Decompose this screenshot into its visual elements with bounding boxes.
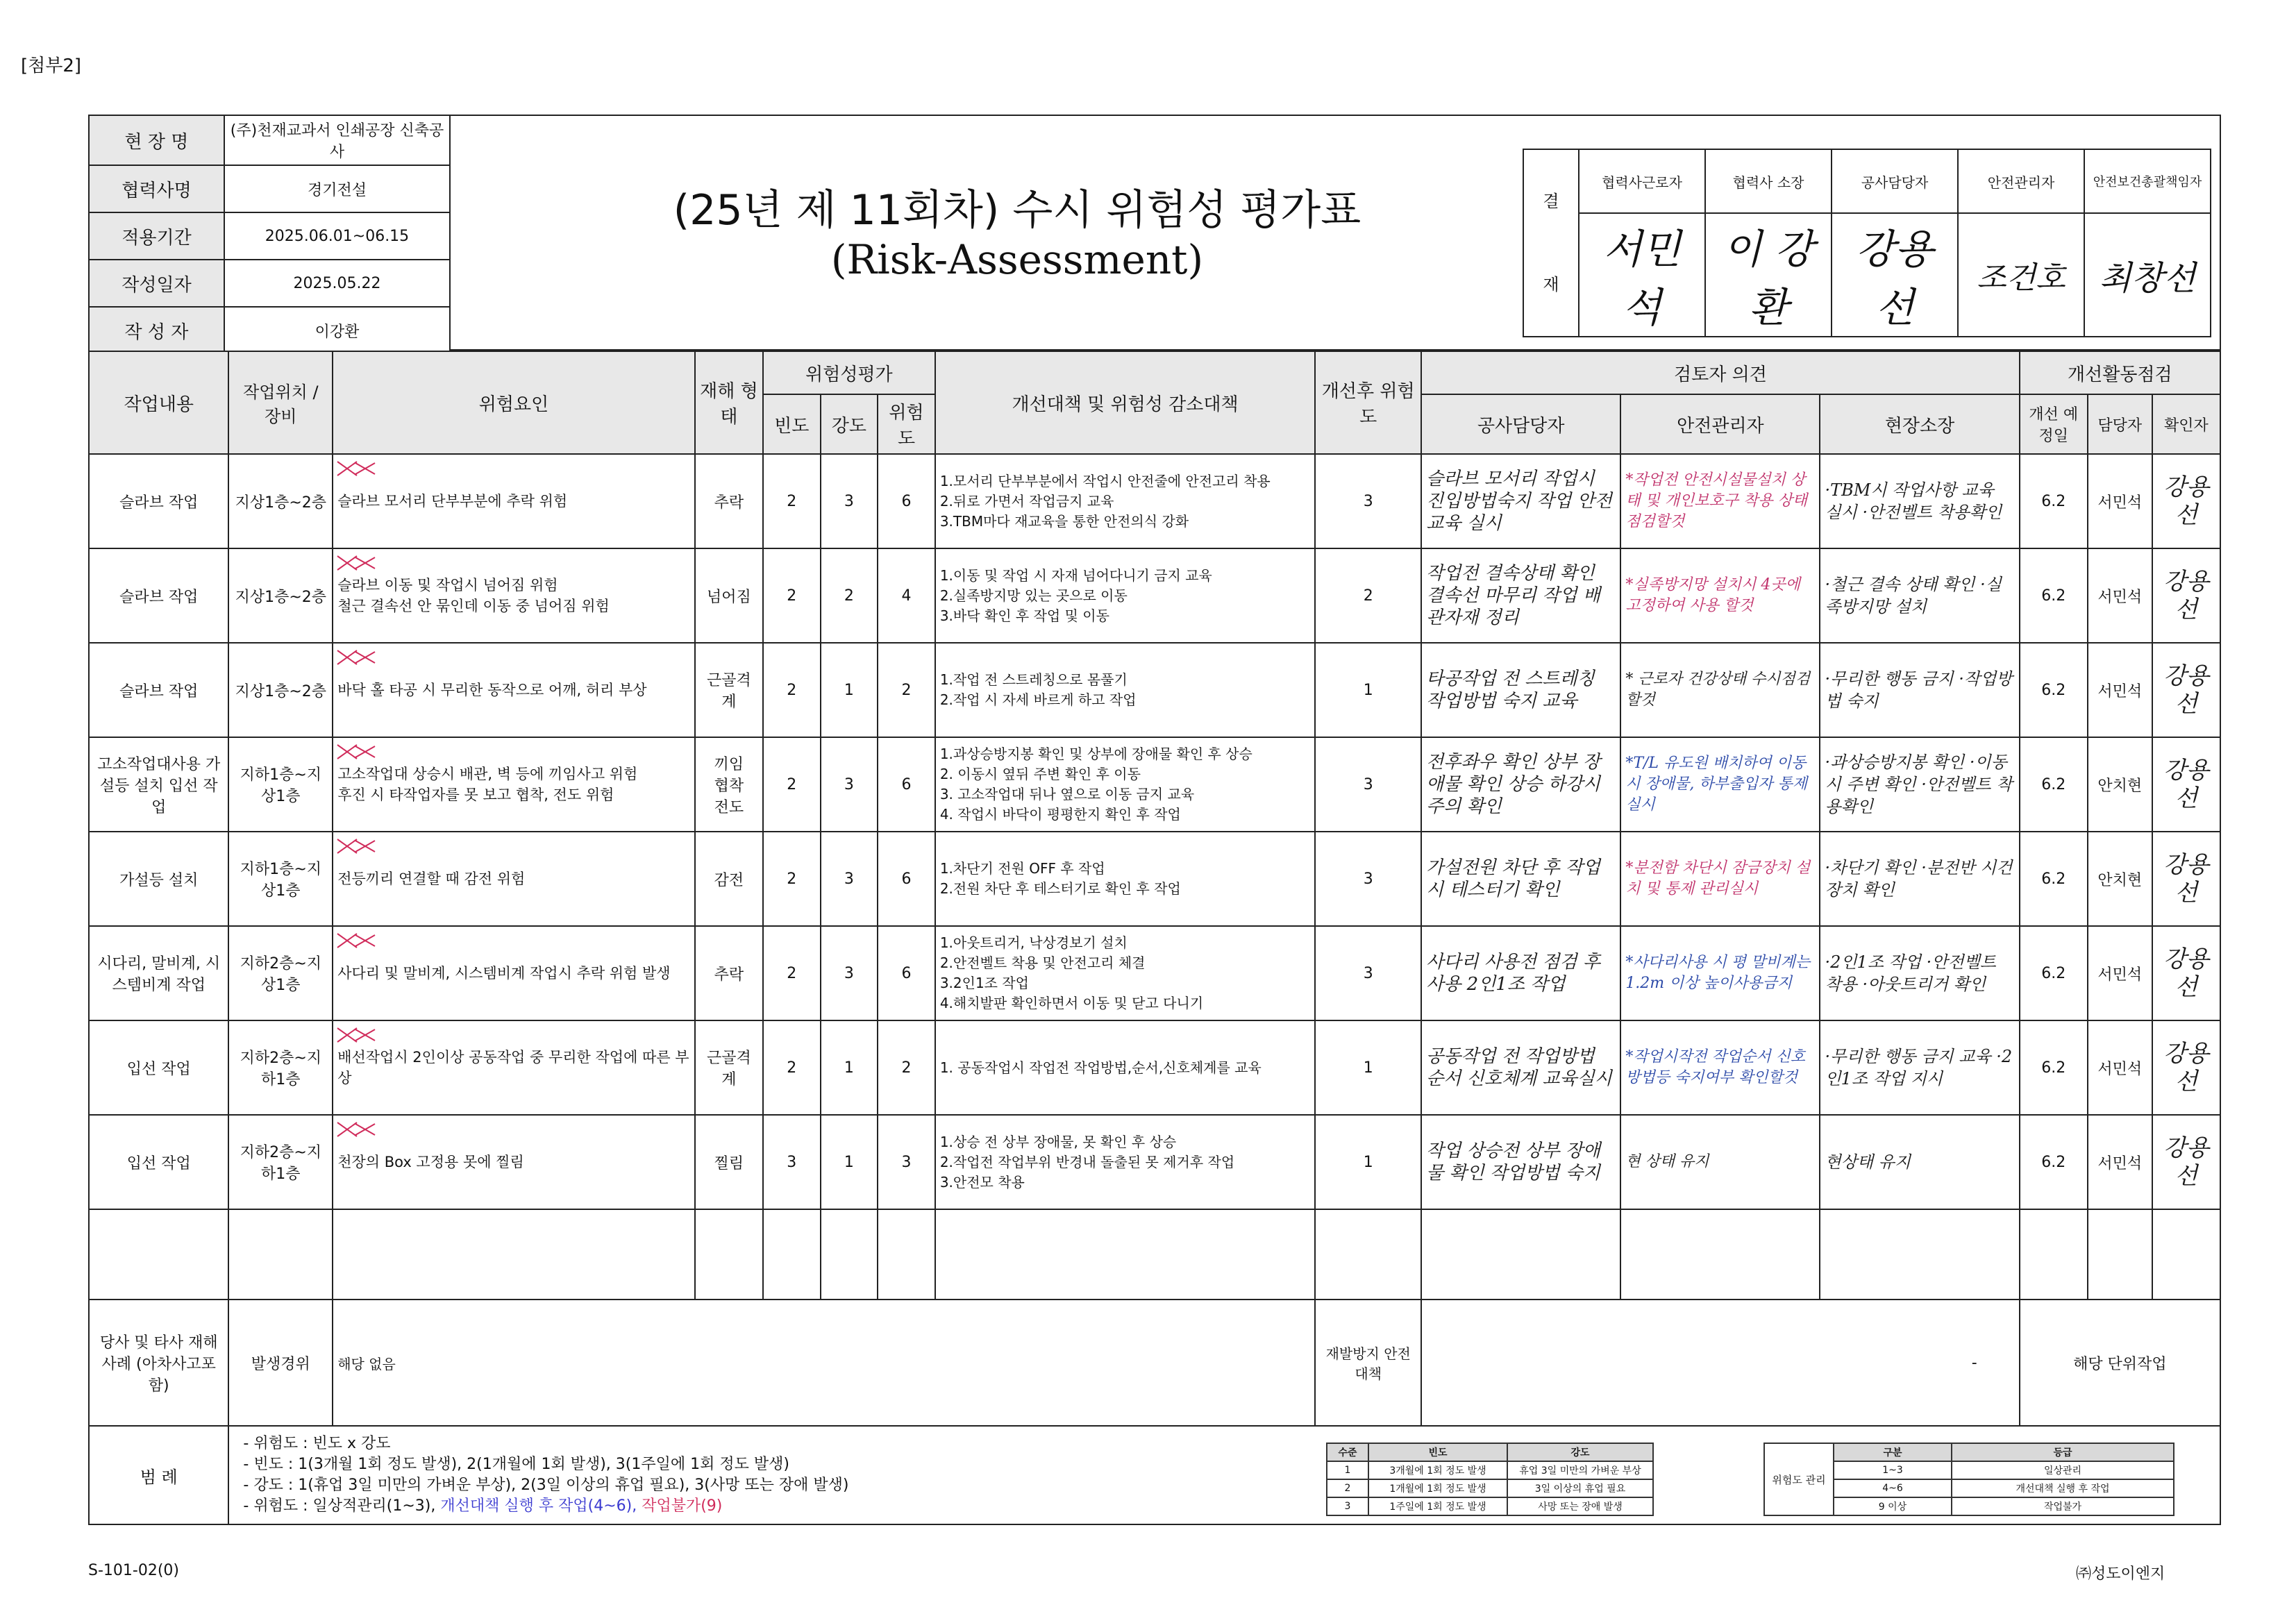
legend-line-1: - 위험도 : 빈도 x 강도 <box>243 1435 391 1452</box>
col-risk: 위험도 <box>878 394 935 454</box>
review-manager-cell: 작업전 결속상태 확인 결속선 마무리 작업 배관자재 정리 <box>1421 548 1620 643</box>
post-risk-cell: 3 <box>1315 832 1421 926</box>
approval-header-safety: 안전관리자 <box>1958 149 2084 213</box>
scale-header-level: 수준 <box>1327 1443 1368 1461</box>
signature-general: 최창선 <box>2084 213 2211 337</box>
col-location: 작업위치 / 장비 <box>228 351 333 454</box>
review-manager-cell: 공동작업 전 작업방법 순서 신호체계 교육실시 <box>1421 1020 1620 1115</box>
legend-line-2: - 빈도 : 1(3개월 1회 정도 발생), 2(1개월에 1회 발생), 3(1주일에 1회 정도 발생) <box>243 1456 789 1473</box>
improve-check-cell: 강용선 <box>2152 548 2220 643</box>
risk-row <box>89 643 2220 737</box>
type-cell: 찔림 <box>695 1115 763 1209</box>
improve-person-cell: 서민석 <box>2088 1020 2152 1115</box>
check-mark-icon <box>336 742 392 762</box>
improve-person-cell: 서민석 <box>2088 926 2152 1020</box>
freq-cell: 2 <box>763 643 821 737</box>
severity-cell: 1 <box>821 1115 878 1209</box>
measures-cell: 1.과상승방지봉 확인 및 상부에 장애물 확인 후 상승 2. 이동시 옆뒤 주변 확인 후 이동 3. 고소작업대 뒤나 옆으로 이동 금지 교육 4. 작업시 바닥이 평평한지 확인 후 작업 <box>935 737 1315 832</box>
severity-cell: 3 <box>821 737 878 832</box>
incident-label: 당사 및 타사 재해사례 (아차사고포함) <box>89 1300 228 1426</box>
freq-cell: 2 <box>763 926 821 1020</box>
improve-check-cell: 강용선 <box>2152 926 2220 1020</box>
col-work: 작업내용 <box>89 351 228 454</box>
review-safety-cell: *분전함 차단시 잠금장치 설치 및 통제 관리실시 <box>1620 832 1820 926</box>
type-cell: 근골격계 <box>695 643 763 737</box>
hazard-cell <box>333 1020 695 1115</box>
signature-manager: 강용선 <box>1832 213 1958 337</box>
severity-cell: 3 <box>821 926 878 1020</box>
type-cell: 추락 <box>695 454 763 548</box>
review-manager-cell: 가설전원 차단 후 작업 시 테스터기 확인 <box>1421 832 1620 926</box>
form-code: S-101-02(0) <box>88 1562 179 1579</box>
severity-cell: 2 <box>821 548 878 643</box>
review-manager-cell: 타공작업 전 스트레칭 작업방법 숙지 교육 <box>1421 643 1620 737</box>
risk-row <box>89 737 2220 832</box>
col-review-safety: 안전관리자 <box>1620 394 1820 454</box>
prevention-label: 재발방지 안전대책 <box>1315 1300 1421 1426</box>
review-safety-cell: *사다리사용 시 평 말비계는 1.2m 이상 높이사용금지 <box>1620 926 1820 1020</box>
check-mark-icon <box>336 648 392 667</box>
improve-check-cell: 강용선 <box>2152 643 2220 737</box>
post-risk-cell: 1 <box>1315 643 1421 737</box>
partner-label: 협력사명 <box>89 165 224 212</box>
risk-cell: 6 <box>878 832 935 926</box>
review-safety-cell: * 근로자 건강상태 수시점검할것 <box>1620 643 1820 737</box>
improve-person-cell: 서민석 <box>2088 1115 2152 1209</box>
col-improve-date: 개선 예정일 <box>2020 394 2088 454</box>
review-safety-cell: 현 상태 유지 <box>1620 1115 1820 1209</box>
col-improve: 개선활동점검 <box>2020 351 2220 394</box>
attachment-label: [첨부2] <box>21 56 82 76</box>
approval-side-label: 결 재 <box>1523 149 1579 337</box>
review-site-cell: ·2인1조 작업 ·안전벨트 착용 ·아웃트리거 확인 <box>1820 926 2019 1020</box>
author-value: 이강환 <box>224 307 450 354</box>
location-cell: 지하2층~지상1층 <box>228 926 333 1020</box>
hazard-cell <box>333 1115 695 1209</box>
review-safety-cell: *실족방지망 설치시 4곳에 고정하여 사용 할것 <box>1620 548 1820 643</box>
risk-row <box>89 548 2220 643</box>
location-cell: 지하2층~지하1층 <box>228 1020 333 1115</box>
risk-row <box>89 926 2220 1020</box>
measures-cell: 1. 공동작업시 작업전 작업방법,순서,신호체계를 교육 <box>935 1020 1315 1115</box>
post-risk-cell: 3 <box>1315 454 1421 548</box>
review-site-cell: ·무리한 행동 금지 ·작업방법 숙지 <box>1820 643 2019 737</box>
hazard-cell <box>333 643 695 737</box>
check-mark-icon <box>336 1120 392 1139</box>
risk-cell: 6 <box>878 737 935 832</box>
severity-cell: 1 <box>821 643 878 737</box>
legend-line-4: - 위험도 : 일상적관리(1~3), 개선대책 실행 후 작업(4~6), 작업불가(9) <box>243 1497 723 1515</box>
approval-header-manager: 공사담당자 <box>1832 149 1958 213</box>
improve-check-cell: 강용선 <box>2152 832 2220 926</box>
type-cell: 감전 <box>695 832 763 926</box>
check-mark-icon <box>336 1025 392 1045</box>
freq-cell: 2 <box>763 1020 821 1115</box>
incident-history-value: 해당 없음 <box>333 1300 1315 1426</box>
location-cell: 지하2층~지하1층 <box>228 1115 333 1209</box>
hazard-cell <box>333 454 695 548</box>
work-cell: 가설등 설치 <box>89 832 228 926</box>
grade-side-label: 위험도 관리 <box>1764 1443 1834 1515</box>
improve-date-cell: 6.2 <box>2020 1115 2088 1209</box>
review-manager-cell: 슬라브 모서리 작업시 진입방법숙지 작업 안전교육 실시 <box>1421 454 1620 548</box>
check-mark-icon <box>336 931 392 950</box>
work-cell: 고소작업대사용 가설등 설치 입선 작업 <box>89 737 228 832</box>
review-manager-cell: 작업 상승전 상부 장애물 확인 작업방법 숙지 <box>1421 1115 1620 1209</box>
improve-date-cell: 6.2 <box>2020 832 2088 926</box>
hazard-text: 슬라브 이동 및 작업시 넘어짐 위험 철근 결속선 안 묶인데 이동 중 넘어짐 위험 <box>337 577 610 614</box>
author-label: 작 성 자 <box>89 307 224 354</box>
col-freq: 빈도 <box>763 394 821 454</box>
severity-cell: 3 <box>821 454 878 548</box>
freq-cell: 3 <box>763 1115 821 1209</box>
measures-cell: 1.이동 및 작업 시 자재 넘어다니기 금지 교육 2.실족방지망 있는 곳으로 이동 3.바닥 확인 후 작업 및 이동 <box>935 548 1315 643</box>
risk-cell: 3 <box>878 1115 935 1209</box>
prevention-value: - <box>1421 1300 2019 1426</box>
post-risk-cell: 3 <box>1315 737 1421 832</box>
severity-cell: 1 <box>821 1020 878 1115</box>
risk-row <box>89 1020 2220 1115</box>
freq-cell: 2 <box>763 832 821 926</box>
improve-person-cell: 안치현 <box>2088 737 2152 832</box>
improve-check-cell: 강용선 <box>2152 1115 2220 1209</box>
site-label: 현 장 명 <box>89 115 224 165</box>
hazard-text: 천장의 Box 고정용 못에 찔림 <box>337 1154 524 1170</box>
partner-value: 경기전설 <box>224 165 450 212</box>
risk-table <box>88 351 2221 1525</box>
period-label: 적용기간 <box>89 212 224 260</box>
risk-cell: 4 <box>878 548 935 643</box>
col-review: 검토자 의견 <box>1421 351 2019 394</box>
hazard-cell <box>333 737 695 832</box>
approval-table <box>1523 149 2211 337</box>
measures-cell: 1.모서리 단부부분에서 작업시 안전줄에 안전고리 착용 2.뒤로 가면서 작업금지 교육 3.TBM마다 재교육을 통한 안전의식 강화 <box>935 454 1315 548</box>
col-risk-eval: 위험성평가 <box>763 351 935 394</box>
hazard-text: 전등끼리 연결할 때 감전 위험 <box>337 871 526 887</box>
risk-cell: 6 <box>878 454 935 548</box>
post-risk-cell: 2 <box>1315 548 1421 643</box>
improve-check-cell: 강용선 <box>2152 454 2220 548</box>
info-table <box>88 115 451 355</box>
col-improve-check: 확인자 <box>2152 394 2220 454</box>
hazard-cell <box>333 926 695 1020</box>
review-site-cell: ·과상승방지봉 확인 ·이동시 주변 확인 ·안전벨트 착용확인 <box>1820 737 2019 832</box>
company-name: ㈜성도이엔지 <box>2076 1565 2165 1583</box>
risk-cell: 6 <box>878 926 935 1020</box>
check-mark-icon <box>336 836 392 856</box>
review-site-cell: ·차단기 확인 ·분전반 시건장치 확인 <box>1820 832 2019 926</box>
severity-cell: 3 <box>821 832 878 926</box>
approval-header-general: 안전보건총괄책임자 <box>2084 149 2211 213</box>
risk-row <box>89 454 2220 548</box>
date-label: 작성일자 <box>89 260 224 307</box>
review-site-cell: ·무리한 행동 금지 교육 ·2인1조 작업 지시 <box>1820 1020 2019 1115</box>
work-cell: 입선 작업 <box>89 1020 228 1115</box>
improve-person-cell: 서민석 <box>2088 548 2152 643</box>
work-cell: 슬라브 작업 <box>89 643 228 737</box>
work-cell: 슬라브 작업 <box>89 454 228 548</box>
risk-row <box>89 832 2220 926</box>
type-cell: 끼임 협착 전도 <box>695 737 763 832</box>
location-cell: 지하1층~지상1층 <box>228 737 333 832</box>
review-manager-cell: 전후좌우 확인 상부 장애물 확인 상승 하강시 주의 확인 <box>1421 737 1620 832</box>
improve-check-cell: 강용선 <box>2152 737 2220 832</box>
work-cell: 입선 작업 <box>89 1115 228 1209</box>
improve-date-cell: 6.2 <box>2020 548 2088 643</box>
post-risk-cell: 3 <box>1315 926 1421 1020</box>
improve-person-cell: 서민석 <box>2088 454 2152 548</box>
col-type: 재해 형태 <box>695 351 763 454</box>
location-cell: 지하1층~지상1층 <box>228 832 333 926</box>
review-safety-cell: *T/L 유도원 배치하여 이동시 장애물, 하부출입자 통제실시 <box>1620 737 1820 832</box>
review-manager-cell: 사다리 사용전 점검 후 사용 2인1조 작업 <box>1421 926 1620 1020</box>
freq-cell: 2 <box>763 548 821 643</box>
hazard-cell <box>333 548 695 643</box>
scale-header-severity: 강도 <box>1507 1443 1653 1461</box>
improve-person-cell: 서민석 <box>2088 643 2152 737</box>
improve-date-cell: 6.2 <box>2020 926 2088 1020</box>
measures-cell: 1.아웃트리거, 낙상경보기 설치 2.안전벨트 착용 및 안전고리 체결 3.2인1조 작업 4.해치발판 확인하면서 이동 및 닫고 다니기 <box>935 926 1315 1020</box>
work-cell: 시다리, 말비계, 시스템비계 작업 <box>89 926 228 1020</box>
work-cell: 슬라브 작업 <box>89 548 228 643</box>
review-safety-cell: *작업전 안전시설물설치 상태 및 개인보호구 착용 상태점검할것 <box>1620 454 1820 548</box>
grade-table: 위험도 관리 구분 등급 1~3 일상관리 4~6 개선대책 실행 후 작업 9 이상 작업불가 <box>1763 1443 2175 1516</box>
post-risk-cell: 1 <box>1315 1115 1421 1209</box>
measures-cell: 1.상승 전 상부 장애물, 못 확인 후 상승 2.작업전 작업부위 반경내 돌출된 못 제거후 작업 3.안전모 착용 <box>935 1115 1315 1209</box>
improve-person-cell: 안치현 <box>2088 832 2152 926</box>
legend-line-3: - 강도 : 1(휴업 3일 미만의 가벼운 부상), 2(3일 이상의 휴업 필요), 3(사망 또는 장애 발생) <box>243 1477 849 1494</box>
review-site-cell: ·철근 결속 상태 확인 ·실족방지망 설치 <box>1820 548 2019 643</box>
signature-safety: 조건호 <box>1958 213 2084 337</box>
improve-date-cell: 6.2 <box>2020 1020 2088 1115</box>
legend-label: 범 례 <box>89 1426 228 1524</box>
type-cell: 추락 <box>695 926 763 1020</box>
freq-cell: 2 <box>763 737 821 832</box>
review-safety-cell: *작업시작전 작업순서 신호방법등 숙지여부 확인할것 <box>1620 1020 1820 1115</box>
hazard-text: 바닥 홀 타공 시 무리한 동작으로 어깨, 허리 부상 <box>337 682 647 698</box>
hazard-text: 고소작업대 상승시 배관, 벽 등에 끼임사고 위험 후진 시 타작업자를 못 보고 협착, 전도 위험 <box>337 766 638 803</box>
location-cell: 지상1층~2층 <box>228 548 333 643</box>
measures-cell: 1.작업 전 스트레칭으로 몸풀기 2.작업 시 자세 바르게 하고 작업 <box>935 643 1315 737</box>
post-risk-cell: 1 <box>1315 1020 1421 1115</box>
approval-header-partner-chief: 협력사 소장 <box>1705 149 1832 213</box>
col-hazard: 위험요인 <box>333 351 695 454</box>
incident-history-label: 발생경위 <box>228 1300 333 1426</box>
date-value: 2025.05.22 <box>224 260 450 307</box>
risk-row <box>89 1115 2220 1209</box>
hazard-cell <box>333 832 695 926</box>
signature-worker: 서민석 <box>1579 213 1705 337</box>
risk-cell: 2 <box>878 643 935 737</box>
location-cell: 지상1층~2층 <box>228 643 333 737</box>
review-site-cell: 현상태 유지 <box>1820 1115 2019 1209</box>
improve-date-cell: 6.2 <box>2020 643 2088 737</box>
page-subtitle: (Risk-Assessment) <box>830 236 1204 283</box>
period-value: 2025.06.01~06.15 <box>224 212 450 260</box>
unit-label: 해당 단위작업 <box>2020 1300 2220 1426</box>
col-review-manager: 공사담당자 <box>1421 394 1620 454</box>
page-title: (25년 제 11회차) 수시 위험성 평가표 <box>673 186 1361 235</box>
site-value: (주)천재교과서 인쇄공장 신축공사 <box>224 115 450 165</box>
freq-cell: 2 <box>763 454 821 548</box>
type-cell: 근골격계 <box>695 1020 763 1115</box>
hazard-text: 배선작업시 2인이상 공동작업 중 무리한 작업에 따른 부상 <box>337 1049 689 1086</box>
improve-date-cell: 6.2 <box>2020 454 2088 548</box>
col-measures: 개선대책 및 위험성 감소대책 <box>935 351 1315 454</box>
improve-date-cell: 6.2 <box>2020 737 2088 832</box>
col-improve-person: 담당자 <box>2088 394 2152 454</box>
check-mark-icon <box>336 459 392 478</box>
measures-cell: 1.차단기 전원 OFF 후 작업 2.전원 차단 후 테스터기로 확인 후 작업 <box>935 832 1315 926</box>
improve-check-cell: 강용선 <box>2152 1020 2220 1115</box>
review-site-cell: ·TBM시 작업사항 교육 실시 ·안전벨트 착용확인 <box>1820 454 2019 548</box>
scale-table: 수준 빈도 강도 1 3개월에 1회 정도 발생 휴업 3일 미만의 가벼운 부상 2 1개월에 1회 정도 발생 3일 이상의 휴업 필요 3 1주일에 1회 정도 발생 사망 또는 장애 발생 <box>1326 1443 1654 1516</box>
hazard-text: 사다리 및 말비계, 시스템비계 작업시 추락 위험 발생 <box>337 965 671 982</box>
hazard-text: 슬라브 모서리 단부부분에 추락 위험 <box>337 493 568 510</box>
type-cell: 넘어짐 <box>695 548 763 643</box>
approval-header-worker: 협력사근로자 <box>1579 149 1705 213</box>
scale-header-freq: 빈도 <box>1368 1443 1507 1461</box>
col-post-risk: 개선후 위험도 <box>1315 351 1421 454</box>
risk-cell: 2 <box>878 1020 935 1115</box>
signature-partner-chief: 이 강환 <box>1705 213 1832 337</box>
incident-row <box>89 1300 2220 1426</box>
location-cell: 지상1층~2층 <box>228 454 333 548</box>
empty-row <box>89 1209 2220 1300</box>
check-mark-icon <box>336 553 392 573</box>
col-severity: 강도 <box>821 394 878 454</box>
col-review-site: 현장소장 <box>1820 394 2019 454</box>
